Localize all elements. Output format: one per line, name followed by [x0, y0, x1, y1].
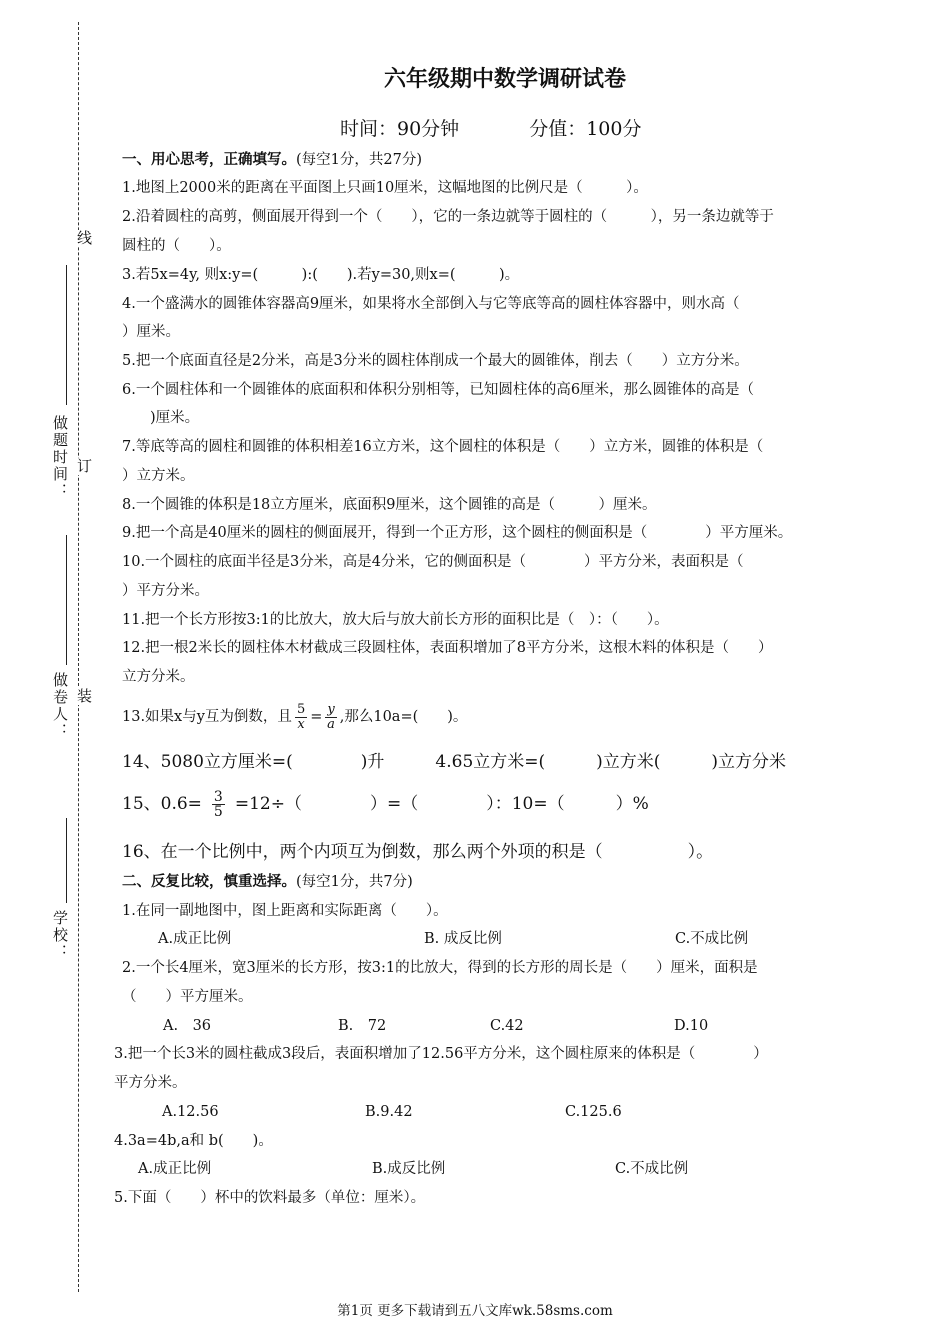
exam-time: 时间：90分钟 [340, 118, 460, 140]
q13-f1-numerator: 5 [296, 701, 306, 717]
sidebar-label-school: 学校： [51, 910, 69, 961]
s1-q12-line1: 12.把一根2米长的圆柱体木材截成三段圆柱体，表面积增加了8平方分米，这根木料的体积是（ ） [122, 640, 773, 656]
s1-q15 [122, 784, 649, 824]
s2-q2-option-a: A. 36 [163, 1018, 212, 1034]
s1-q7-line2: ）立方米。 [122, 468, 195, 484]
s2-q1-option-c: C.不成比例 [675, 931, 749, 947]
s1-q2-line1: 2.沿着圆柱的高剪，侧面展开得到一个（ ），它的一条边就等于圆柱的（ ），另一条边就等于 [122, 209, 774, 225]
s1-q13-post: ,那么10a=( )。 [339, 709, 468, 725]
q13-equals: = [310, 709, 323, 725]
q13-f1-denominator: x [297, 716, 305, 732]
s1-q6-line2: )厘米。 [150, 410, 200, 426]
exam-info [340, 114, 641, 141]
page-title: 六年级期中数学调研试卷 [383, 66, 626, 92]
s2-q4-option-c: C.不成比例 [615, 1161, 689, 1177]
sidebar-label-xian: 线 [75, 230, 93, 247]
q13-f2-denominator: a [327, 716, 335, 732]
s2-q2-line1: 2.一个长4厘米，宽3厘米的长方形，按3:1的比放大，得到的长方形的周长是（ ）厘米，面积是 [122, 960, 758, 976]
s1-q1: 1.地图上2000米的距离在平面图上只画10厘米，这幅地图的比例尺是（ ）。 [122, 180, 648, 196]
s1-q10-line1: 10.一个圆柱的底面半径是3分米，高是4分米，它的侧面积是（ ）平方分米，表面积是（ [122, 554, 744, 570]
name-blank-line-bottom [66, 818, 67, 903]
s2-q1-option-a: A.成正比例 [158, 931, 232, 947]
s1-q12-line2: 立方分米。 [122, 669, 195, 685]
section2-title: 二、反复比较，慎重选择。 [122, 873, 296, 890]
s2-q3-option-c: C.125.6 [565, 1104, 622, 1120]
s2-q1-option-b: B. 成反比例 [424, 931, 502, 947]
s1-q4-line1: 4.一个盛满水的圆锥体容器高9厘米，如果将水全部倒入与它等底等高的圆柱体容器中，则水高（ [122, 296, 740, 312]
s2-q3-option-a: A.12.56 [162, 1104, 219, 1120]
s1-q15-pre: 15、0.6= [122, 794, 202, 814]
s1-q14: 14、5080立方厘米=( )升 4.65立方米=( )立方米( )立方分米 [122, 752, 787, 772]
q15-denominator: 5 [213, 804, 223, 820]
q13-fraction-y-over-a [325, 703, 336, 732]
s1-q7-line1: 7.等底等高的圆柱和圆锥的体积相差16立方米，这个圆柱的体积是（ ）立方米，圆锥的体积是（ [122, 439, 764, 455]
s1-q4-line2: ）厘米。 [122, 324, 180, 340]
section1-title: 一、用心思考，正确填写。 [122, 151, 296, 168]
page-footer: 第1页 更多下载请到五八文库wk.58sms.com [337, 1303, 613, 1319]
sidebar-label-zhuang: 装 [75, 688, 93, 705]
exam-score: 分值：100分 [529, 118, 642, 140]
s2-q3-line1: 3.把一个长3米的圆柱截成3段后，表面积增加了12.56平方分米，这个圆柱原来的体积是（ ） [114, 1046, 768, 1062]
s1-q5: 5.把一个底面直径是2分米，高是3分米的圆柱体削成一个最大的圆锥体，削去（ ）立方分米。 [122, 353, 749, 369]
name-blank-line-mid [66, 535, 67, 665]
s1-q11: 11.把一个长方形按3:1的比放大，放大后与放大前长方形的面积比是（ ）：（ ）。 [122, 612, 669, 628]
s2-q2-option-c: C.42 [490, 1018, 524, 1034]
s2-q4: 4.3a=4b,a和 b( )。 [114, 1133, 273, 1149]
section2-heading [122, 872, 413, 892]
section1-note: (每空1分，共27分) [296, 152, 422, 168]
q13-f2-numerator: y [327, 701, 335, 717]
s1-q15-post: =12÷（ ）=（ ）：10=（ ）% [234, 794, 649, 814]
s1-q13-pre: 13.如果x与y互为倒数，且 [122, 709, 292, 725]
s2-q3-line2: 平方分米。 [114, 1075, 187, 1091]
s1-q3: 3.若5x=4y, 则x:y=( ):( ).若y=30,则x=( )。 [122, 267, 520, 283]
s2-q4-option-b: B.成反比例 [372, 1161, 446, 1177]
s2-q2-option-d: D.10 [674, 1018, 709, 1034]
s2-q5: 5.下面（ ）杯中的饮料最多（单位：厘米）。 [114, 1190, 426, 1206]
s1-q13 [122, 697, 467, 737]
s1-q2-line2: 圆柱的（ ）。 [122, 238, 231, 254]
s2-q4-option-a: A.成正比例 [138, 1161, 212, 1177]
section2-note: (每空1分，共7分) [296, 874, 413, 890]
name-blank-line-top [66, 265, 67, 405]
s1-q9: 9.把一个高是40厘米的圆柱的侧面展开，得到一个正方形，这个圆柱的侧面积是（ ）平方厘米。 [122, 525, 793, 541]
s1-q10-line2: ）平方分米。 [122, 583, 209, 599]
sidebar-label-ding: 订 [75, 458, 93, 475]
s2-q2-line2: （ ）平方厘米。 [122, 989, 253, 1005]
s2-q3-option-b: B.9.42 [365, 1104, 413, 1120]
s1-q16: 16、在一个比例中，两个内项互为倒数，那么两个外项的积是（ ）。 [122, 842, 714, 862]
sidebar-label-author: 做卷人： [51, 672, 69, 740]
q15-fraction-3-over-5 [212, 790, 225, 819]
s1-q6-line1: 6.一个圆柱体和一个圆锥体的底面积和体积分别相等，已知圆柱体的高6厘米，那么圆锥体的高是（ [122, 382, 755, 398]
sidebar-label-time: 做题时间： [51, 415, 69, 500]
s1-q8: 8.一个圆锥的体积是18立方厘米，底面积9厘米，这个圆锥的高是（ ）厘米。 [122, 497, 657, 513]
s2-q2-option-b: B. 72 [338, 1018, 387, 1034]
s2-q1: 1.在同一副地图中，图上距离和实际距离（ ）。 [122, 903, 448, 919]
section1-heading [122, 150, 422, 170]
q15-numerator: 3 [213, 789, 223, 805]
q13-fraction-5-over-x [295, 703, 307, 732]
binding-dashed-line [78, 22, 79, 1292]
